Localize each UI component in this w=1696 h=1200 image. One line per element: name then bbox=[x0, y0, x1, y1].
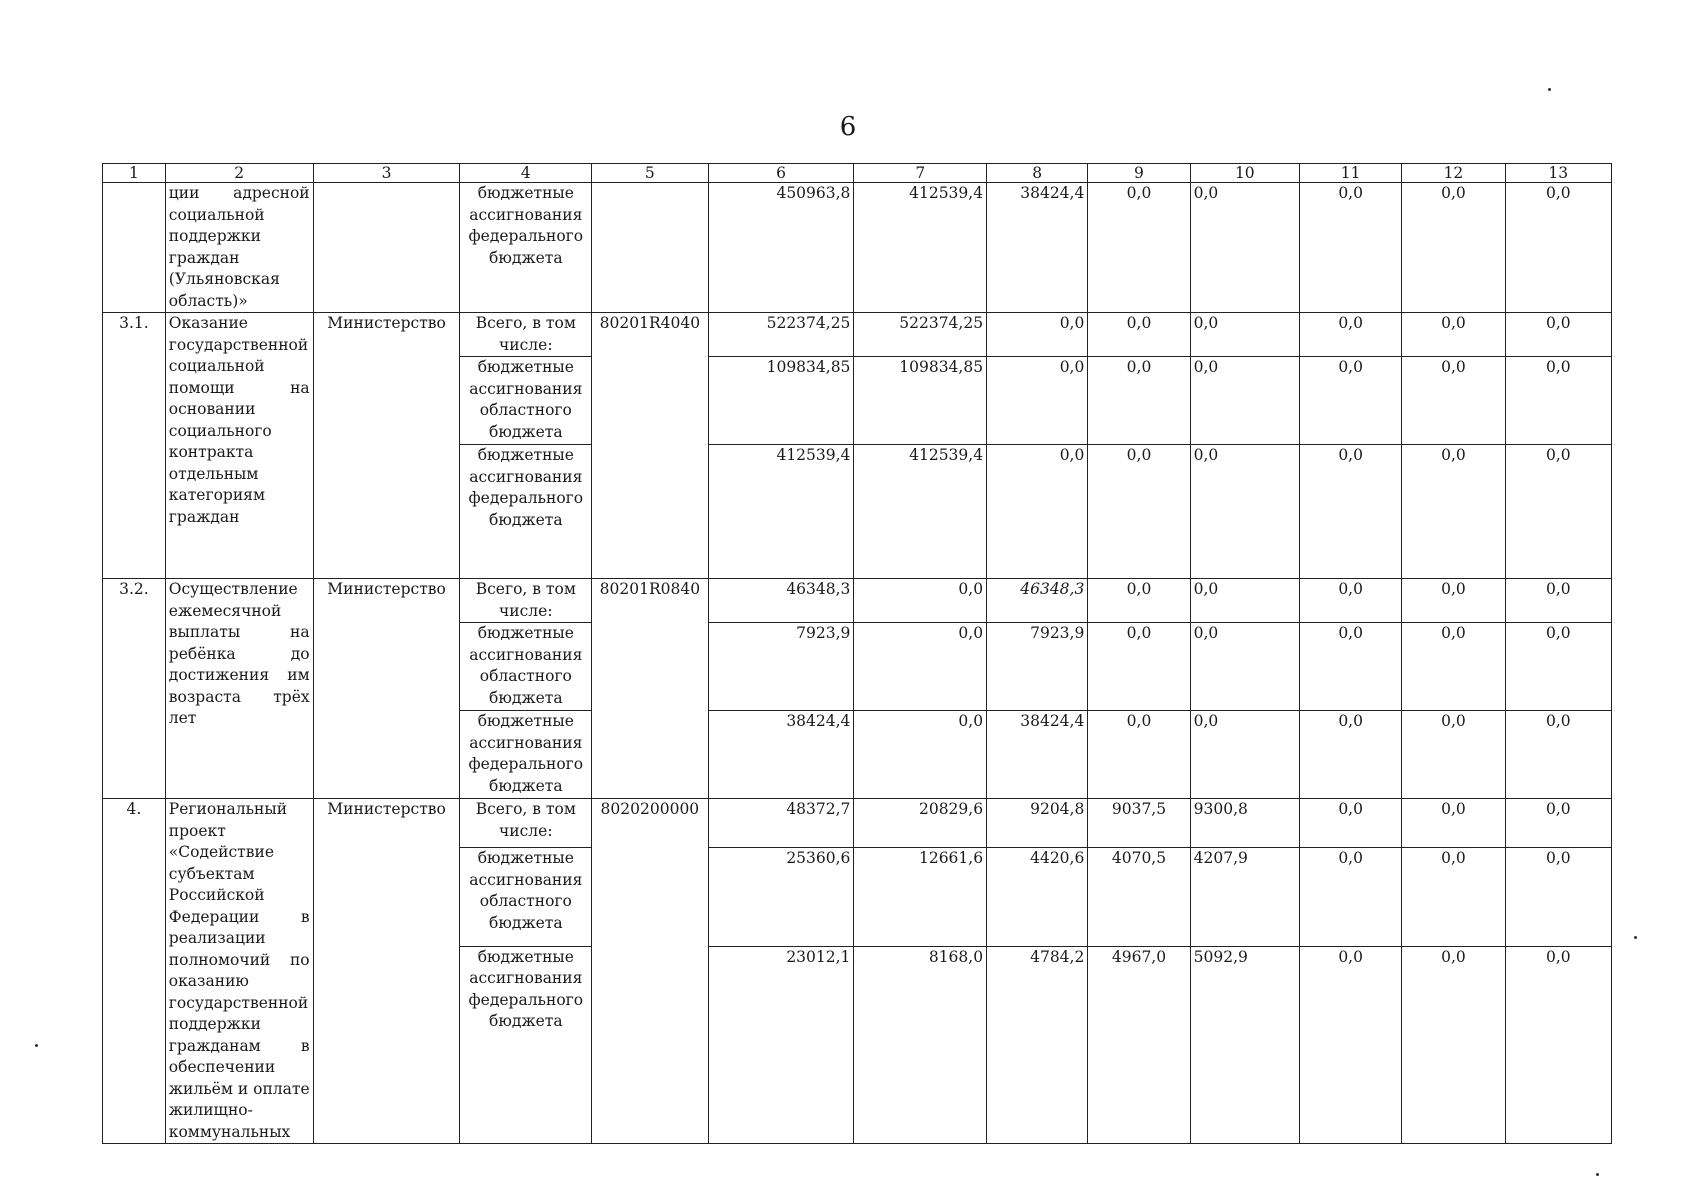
value-year: 0,0 bbox=[1505, 848, 1611, 947]
value-year: 0,0 bbox=[1300, 623, 1402, 711]
item-name: Оказание государственной социальной помощи на основании социального контракта отдельным категориям граждан bbox=[165, 313, 313, 579]
value-year: 0,0 bbox=[1190, 579, 1299, 623]
value-year: 0,0 bbox=[1402, 946, 1505, 1143]
executor: Министерство bbox=[313, 799, 460, 1144]
value-year: 0,0 bbox=[1402, 848, 1505, 947]
page-number: 6 bbox=[839, 112, 857, 142]
value-total: 48372,7 bbox=[708, 799, 854, 848]
value-total: 522374,25 bbox=[708, 313, 854, 357]
value-year: 0,0 bbox=[1402, 357, 1505, 445]
value-year: 0,0 bbox=[1402, 183, 1505, 313]
value-year: 12661,6 bbox=[854, 848, 987, 947]
value-year: 0,0 bbox=[1505, 799, 1611, 848]
funding-source: бюджетные ассигнования федерального бюджета bbox=[460, 445, 592, 579]
value-year: 0,0 bbox=[1505, 623, 1611, 711]
value-total: 109834,85 bbox=[708, 357, 854, 445]
item-number bbox=[103, 183, 166, 313]
value-year: 0,0 bbox=[1300, 848, 1402, 947]
table-row bbox=[103, 183, 1612, 313]
value-year: 0,0 bbox=[854, 711, 987, 799]
value-year: 0,0 bbox=[1402, 579, 1505, 623]
funding-source: бюджетные ассигнования федерального бюджета bbox=[460, 183, 592, 313]
value-year: 38424,4 bbox=[987, 183, 1088, 313]
value-year: 0,0 bbox=[1505, 357, 1611, 445]
value-year: 412539,4 bbox=[854, 445, 987, 579]
value-year: 4420,6 bbox=[987, 848, 1088, 947]
item-number: 3.1. bbox=[103, 313, 166, 579]
column-number: 6 bbox=[708, 164, 854, 183]
value-year: 0,0 bbox=[987, 313, 1088, 357]
value-year: 0,0 bbox=[1300, 183, 1402, 313]
value-year: 0,0 bbox=[1300, 313, 1402, 357]
value-year: 8168,0 bbox=[854, 946, 987, 1143]
value-year: 412539,4 bbox=[854, 183, 987, 313]
value-year: 4784,2 bbox=[987, 946, 1088, 1143]
value-total: 412539,4 bbox=[708, 445, 854, 579]
column-number: 9 bbox=[1088, 164, 1190, 183]
value-year: 38424,4 bbox=[987, 711, 1088, 799]
funding-source: бюджетные ассигнования областного бюджета bbox=[460, 848, 592, 947]
value-year: 9204,8 bbox=[987, 799, 1088, 848]
scan-speck bbox=[1596, 1173, 1599, 1176]
value-year: 0,0 bbox=[854, 579, 987, 623]
value-year: 0,0 bbox=[1088, 711, 1190, 799]
column-number: 1 bbox=[103, 164, 166, 183]
table-row bbox=[103, 579, 1612, 623]
value-year: 0,0 bbox=[1505, 445, 1611, 579]
table-row bbox=[103, 313, 1612, 357]
budget-code: 80201R4040 bbox=[592, 313, 708, 579]
value-year: 0,0 bbox=[987, 357, 1088, 445]
value-total: 25360,6 bbox=[708, 848, 854, 947]
value-total: 23012,1 bbox=[708, 946, 854, 1143]
budget-table bbox=[102, 163, 1612, 1144]
value-year: 0,0 bbox=[854, 623, 987, 711]
value-year: 0,0 bbox=[987, 445, 1088, 579]
value-year: 0,0 bbox=[1088, 623, 1190, 711]
value-year: 0,0 bbox=[1505, 313, 1611, 357]
item-name: Осуществление ежемесячной выплаты на ребёнка до достижения им возраста трёх лет bbox=[165, 579, 313, 799]
column-number: 13 bbox=[1505, 164, 1611, 183]
value-year: 0,0 bbox=[1402, 623, 1505, 711]
value-year: 0,0 bbox=[1300, 946, 1402, 1143]
scan-speck bbox=[1634, 936, 1637, 939]
funding-source: бюджетные ассигнования областного бюджета bbox=[460, 357, 592, 445]
value-year: 0,0 bbox=[1402, 799, 1505, 848]
value-year: 0,0 bbox=[1088, 445, 1190, 579]
value-year: 0,0 bbox=[1505, 946, 1611, 1143]
executor: Министерство bbox=[313, 579, 460, 799]
column-number: 8 bbox=[987, 164, 1088, 183]
funding-source: бюджетные ассигнования федерального бюджета bbox=[460, 946, 592, 1143]
value-year: 0,0 bbox=[1300, 579, 1402, 623]
value-year: 4967,0 bbox=[1088, 946, 1190, 1143]
executor: Министерство bbox=[313, 313, 460, 579]
column-number: 11 bbox=[1300, 164, 1402, 183]
funding-source: Всего, в том числе: bbox=[460, 579, 592, 623]
value-year: 20829,6 bbox=[854, 799, 987, 848]
value-year: 46348,3 bbox=[987, 579, 1088, 623]
value-year: 0,0 bbox=[1088, 313, 1190, 357]
value-year: 0,0 bbox=[1402, 313, 1505, 357]
column-number: 10 bbox=[1190, 164, 1299, 183]
value-year: 0,0 bbox=[1190, 183, 1299, 313]
funding-source: Всего, в том числе: bbox=[460, 313, 592, 357]
column-number: 7 bbox=[854, 164, 987, 183]
value-year: 9037,5 bbox=[1088, 799, 1190, 848]
column-number: 3 bbox=[313, 164, 460, 183]
value-year: 0,0 bbox=[1190, 313, 1299, 357]
budget-code: 8020200000 bbox=[592, 799, 708, 1144]
value-year: 0,0 bbox=[1402, 445, 1505, 579]
scan-speck bbox=[1548, 88, 1551, 91]
value-year: 0,0 bbox=[1300, 799, 1402, 848]
value-year: 7923,9 bbox=[987, 623, 1088, 711]
table-row bbox=[103, 799, 1612, 848]
item-name: ции адресной социальной поддержки граждан (Ульяновская область)» bbox=[165, 183, 313, 313]
header-row bbox=[103, 164, 1612, 183]
value-total: 46348,3 bbox=[708, 579, 854, 623]
item-number: 4. bbox=[103, 799, 166, 1144]
executor bbox=[313, 183, 460, 313]
value-year: 0,0 bbox=[1088, 579, 1190, 623]
value-year: 0,0 bbox=[1300, 445, 1402, 579]
item-name: Региональный проект «Содействие субъектам Российской Федерации в реализации полномочий по оказанию государственной поддержки гражданам в обеспечении жильём и оплате жилищно-коммунальных bbox=[165, 799, 313, 1144]
column-number: 12 bbox=[1402, 164, 1505, 183]
value-year: 5092,9 bbox=[1190, 946, 1299, 1143]
value-year: 0,0 bbox=[1505, 711, 1611, 799]
funding-source: бюджетные ассигнования областного бюджета bbox=[460, 623, 592, 711]
value-year: 0,0 bbox=[1190, 357, 1299, 445]
value-year: 0,0 bbox=[1088, 183, 1190, 313]
value-year: 0,0 bbox=[1300, 711, 1402, 799]
column-number: 5 bbox=[592, 164, 708, 183]
value-year: 0,0 bbox=[1505, 183, 1611, 313]
value-year: 9300,8 bbox=[1190, 799, 1299, 848]
value-year: 522374,25 bbox=[854, 313, 987, 357]
value-year: 4070,5 bbox=[1088, 848, 1190, 947]
value-year: 4207,9 bbox=[1190, 848, 1299, 947]
value-year: 0,0 bbox=[1190, 623, 1299, 711]
value-year: 109834,85 bbox=[854, 357, 987, 445]
scan-speck bbox=[35, 1044, 38, 1047]
budget-code: 80201R0840 bbox=[592, 579, 708, 799]
funding-source: бюджетные ассигнования федерального бюджета bbox=[460, 711, 592, 799]
value-year: 0,0 bbox=[1088, 357, 1190, 445]
value-total: 38424,4 bbox=[708, 711, 854, 799]
value-total: 7923,9 bbox=[708, 623, 854, 711]
value-year: 0,0 bbox=[1505, 579, 1611, 623]
value-year: 0,0 bbox=[1300, 357, 1402, 445]
column-number: 4 bbox=[460, 164, 592, 183]
budget-code bbox=[592, 183, 708, 313]
value-year: 0,0 bbox=[1190, 711, 1299, 799]
item-number: 3.2. bbox=[103, 579, 166, 799]
value-year: 0,0 bbox=[1190, 445, 1299, 579]
funding-source: Всего, в том числе: bbox=[460, 799, 592, 848]
value-total: 450963,8 bbox=[708, 183, 854, 313]
column-number: 2 bbox=[165, 164, 313, 183]
value-year: 0,0 bbox=[1402, 711, 1505, 799]
